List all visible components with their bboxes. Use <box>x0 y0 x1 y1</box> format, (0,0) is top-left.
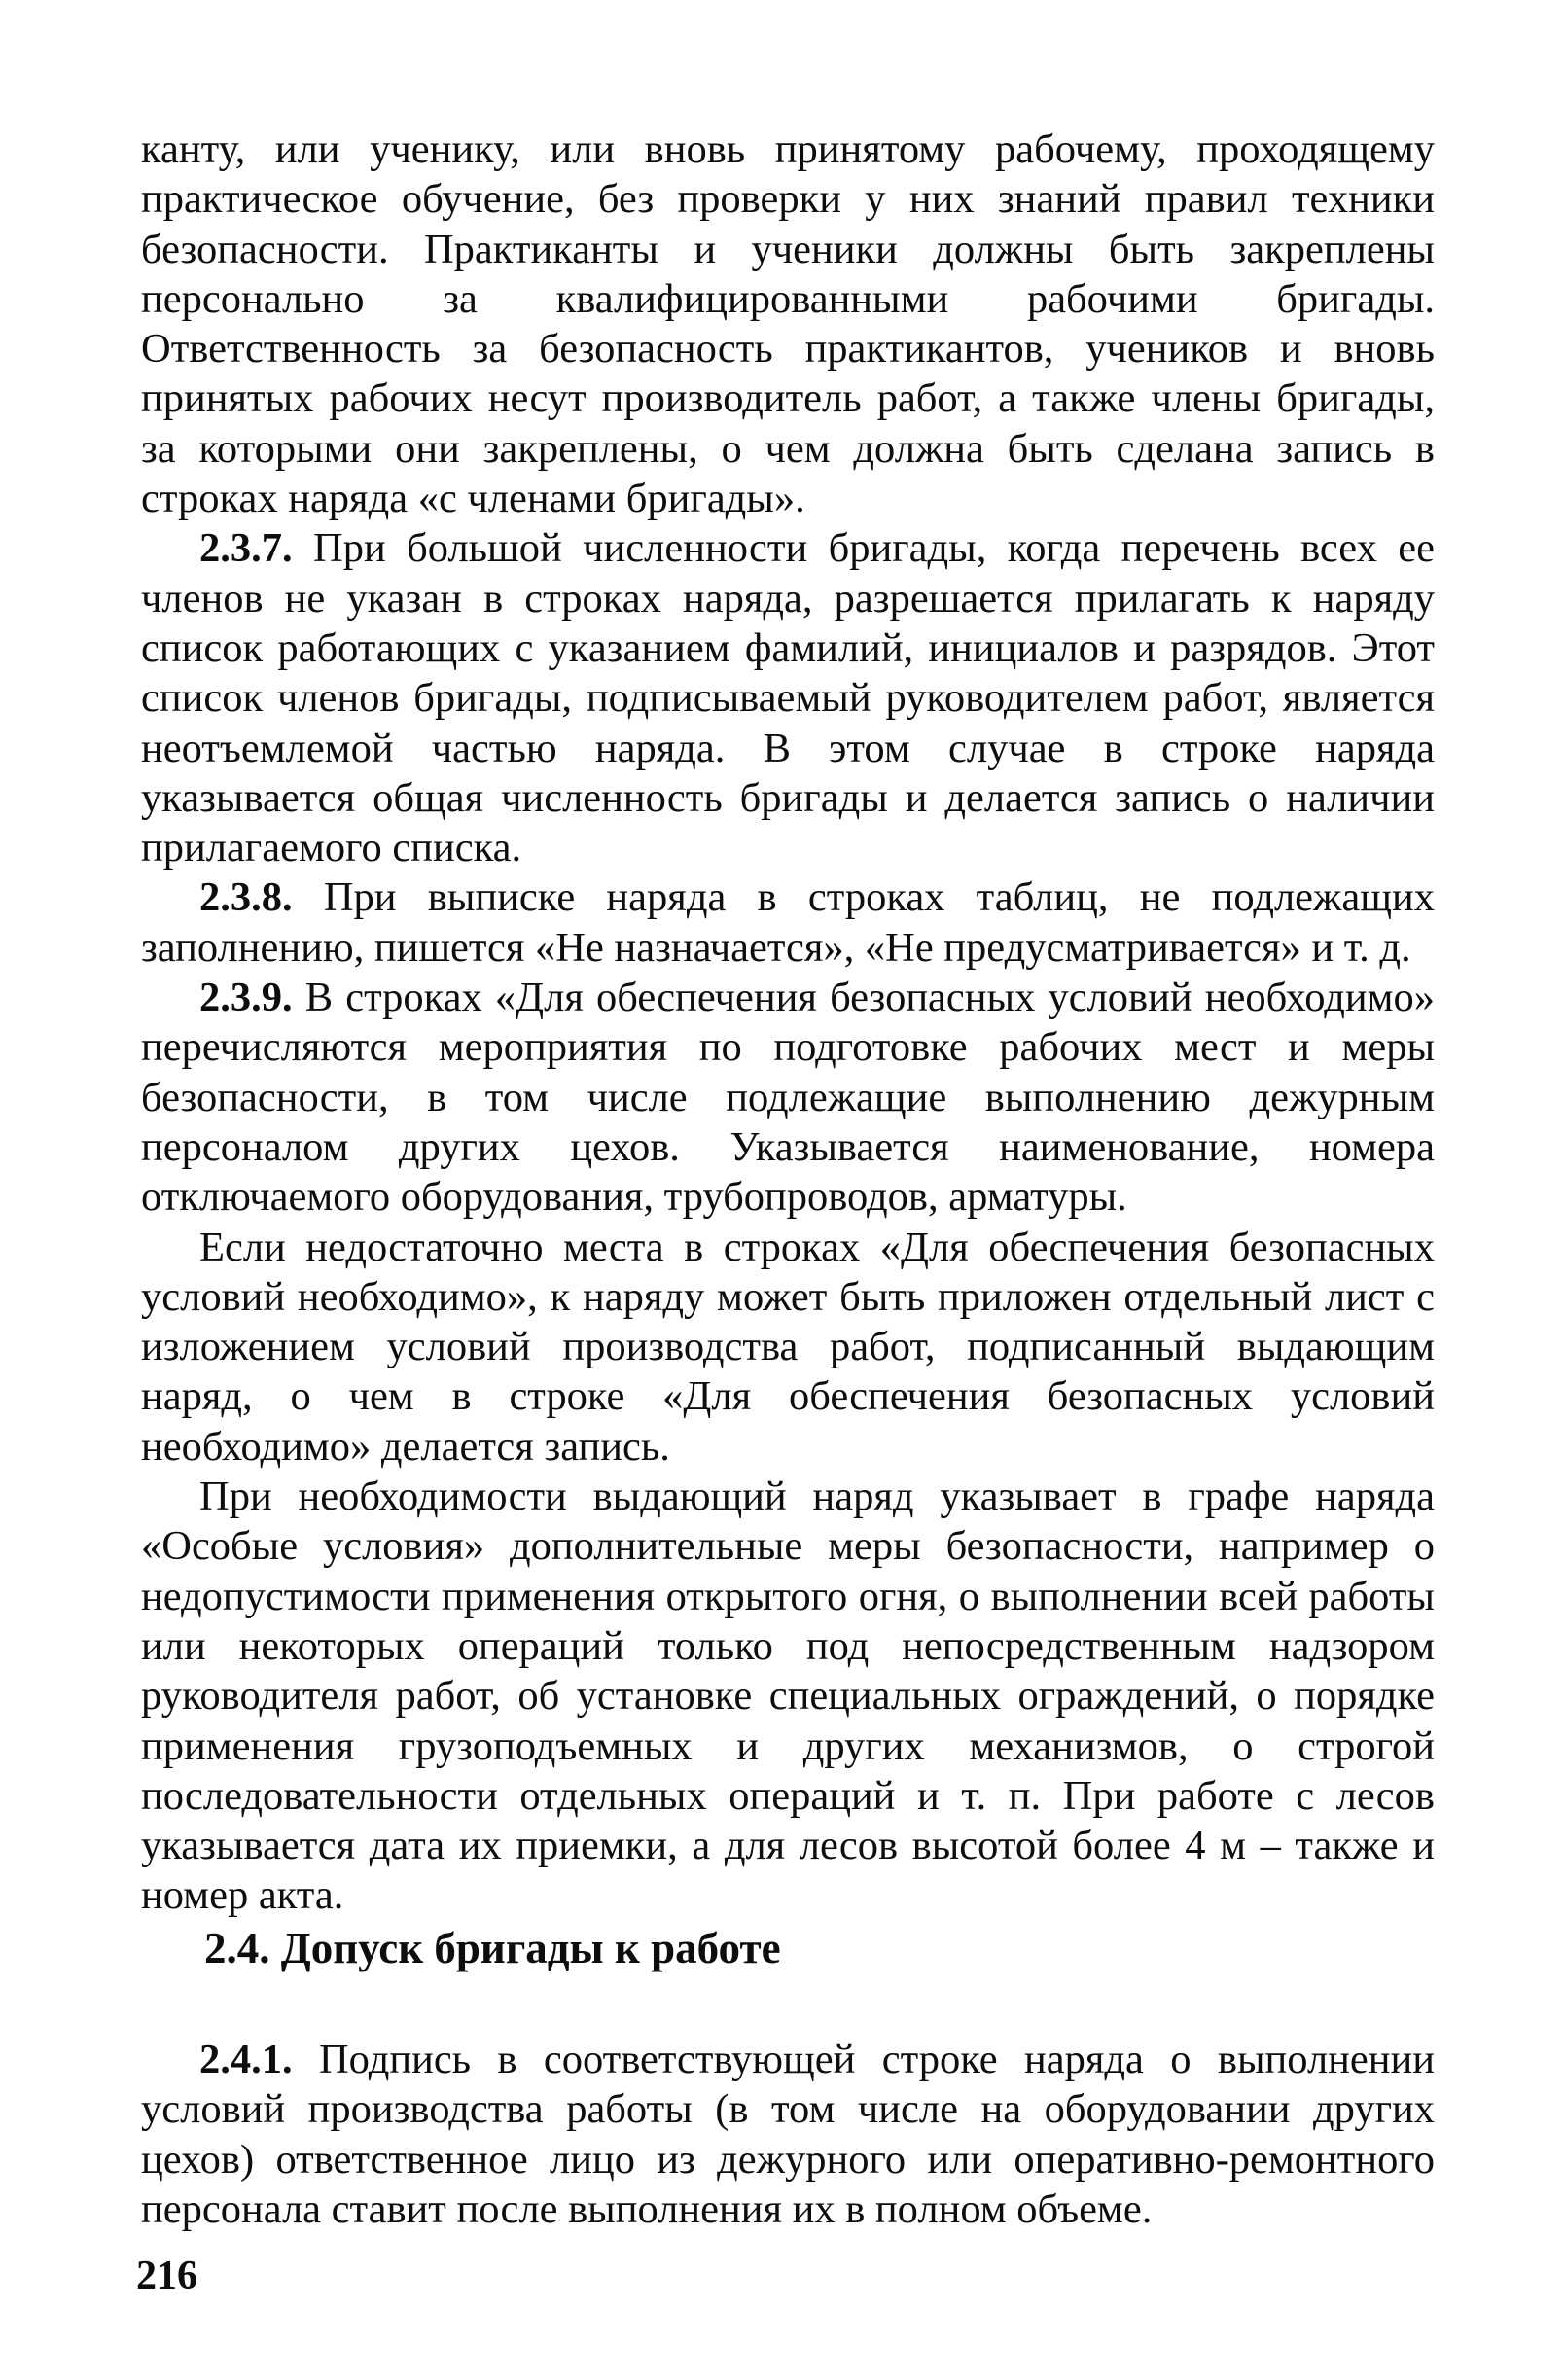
paragraph-text: При выписке наряда в строках таблиц, не подлежащих заполнению, пишется «Не назначается», «Не предусматривается» и т. д. <box>141 874 1435 971</box>
paragraph-2-3-7 <box>141 523 1435 872</box>
paragraph-special-conditions <box>141 1472 1435 1921</box>
clause-number: 2.3.7. <box>199 525 293 572</box>
paragraph-text: При большой численности бригады, когда перечень всех ее членов не указан в строках наряда, разрешается прилагать к наряду список работающих с указанием фамилий, инициалов и разрядов. Этот список членов бригады, подписываемый руководителем работ, является неотъемлемой частью наряда. В этом случае в строке наряда указывается общая численность бригады и делается запись о наличии прилагаемого списка. <box>141 525 1435 871</box>
section-heading: 2.4. Допуск бригады к работе <box>204 1924 781 1972</box>
page-number: 216 <box>136 2254 197 2298</box>
clause-number: 2.3.9. <box>199 975 293 1021</box>
paragraph-text: Подпись в соответствующей строке наряда о выполнении условий производства работы (в том числе на оборудовании других цехов) ответственное лицо из дежурного или оперативно-ремонтного персонала ставит после выполнения их в полном объеме. <box>141 2037 1435 2232</box>
clause-number: 2.4.1. <box>199 2037 293 2082</box>
paragraph-text: канту, или ученику, или вновь принятому рабочему, проходящему практическое обучение, без проверки у них знаний правил техники безопасности. Практиканты и ученики должны быть закреплены персонально за квалифицированными рабочими бригады. Ответственность за безопасность практикантов, учеников и вновь принятых рабочих несут производитель работ, а также члены бригады, за которыми они закреплены, о чем должна быть сделана запись в строках наряда «с членами бригады». <box>141 126 1435 522</box>
paragraph-2-4-1 <box>141 2035 1435 2234</box>
paragraph-continuation <box>141 124 1435 523</box>
paragraph-text: В строках «Для обеспечения безопасных условий необходимо» перечисляются мероприятия по подготовке рабочих мест и меры безопасности, в том числе подлежащие выполнению дежурным персоналом других цехов. Указывается наименование, номера отключаемого оборудования, трубопроводов, арматуры. <box>141 975 1435 1221</box>
paragraph-text: При необходимости выдающий наряд указывает в графе наряда «Особые условия» дополнительные меры безопасности, например о недопустимости применения открытого огня, о выполнении всей работы или некоторых операций только под непосредственным надзором руководителя работ, об установке специальных ограждений, о порядке применения грузоподъемных и других механизмов, о строгой последовательности отдельных операций и т. п. При работе с лесов указывается дата их приемки, а для лесов высотой более 4 м – также и номер акта. <box>141 1474 1435 1919</box>
paragraph-2-3-9 <box>141 973 1435 1222</box>
paragraph-text: Если недостаточно места в строках «Для обеспечения безопасных условий необходимо», к наряду может быть приложен отдельный лист с изложением условий производства работ, подписанный выдающим наряд, о чем в строке «Для обеспечения безопасных условий необходимо» делается запись. <box>141 1224 1435 1470</box>
body-text <box>141 124 1435 1921</box>
clause-number: 2.3.8. <box>199 874 293 921</box>
paragraph-2-3-8 <box>141 872 1435 973</box>
section-body-text <box>141 2035 1435 2234</box>
paragraph-insufficient-space <box>141 1223 1435 1472</box>
